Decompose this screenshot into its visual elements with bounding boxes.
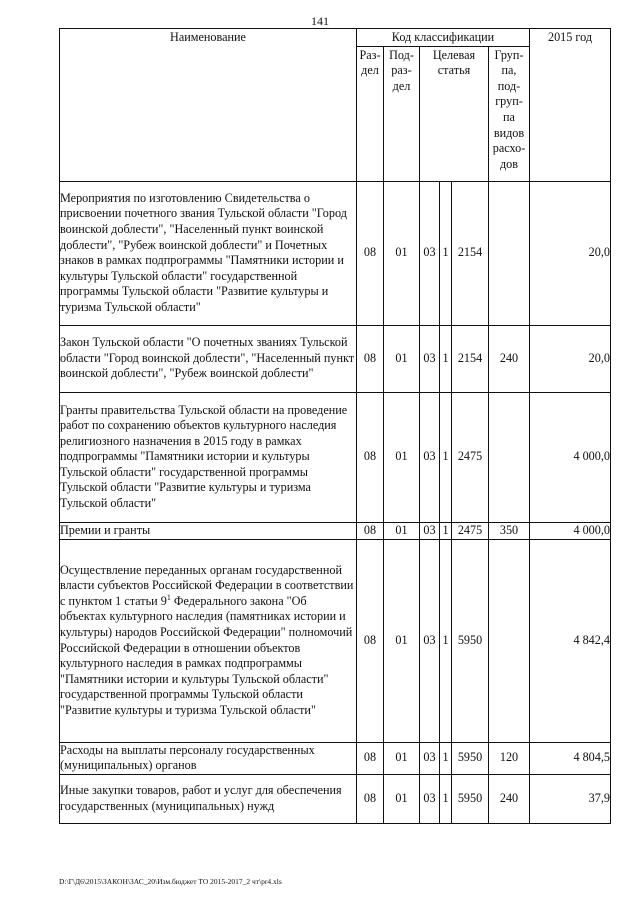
row-target-article-1: 03 (420, 539, 440, 742)
row-target-article-2: 1 (440, 325, 452, 392)
row-target-article-1: 03 (420, 522, 440, 539)
row-target-article-2: 1 (440, 392, 452, 522)
row-subsection: 01 (384, 392, 420, 522)
row-group (489, 539, 530, 742)
row-subsection: 01 (384, 522, 420, 539)
row-target-article-1: 03 (420, 774, 440, 823)
table-body (60, 181, 611, 823)
row-section: 08 (357, 742, 384, 774)
table-row (60, 522, 611, 539)
table-header (60, 29, 611, 182)
header-section-text: Раз- дел (359, 47, 381, 78)
row-target-article-2: 1 (440, 522, 452, 539)
row-group: 350 (489, 522, 530, 539)
row-target-article-2: 1 (440, 539, 452, 742)
row-name-part: Федерального закона "Об объектах культурного наследия (памятниках истории и культуры) народов Российской Федерации" полномочий Российской Федерации в отношении объектов культурного наследия в рамках подпрограммы "Памятники истории и культуры Тульской области" государственной программы Тульской области "Развитие культуры и туризма Тульской области" (60, 593, 353, 717)
row-subsection: 01 (384, 742, 420, 774)
row-subsection: 01 (384, 181, 420, 325)
row-target-article-2: 1 (440, 181, 452, 325)
row-section: 08 (357, 522, 384, 539)
row-section: 08 (357, 774, 384, 823)
row-subsection: 01 (384, 325, 420, 392)
row-target-article-1: 03 (420, 742, 440, 774)
row-target-article-3: 5950 (452, 539, 489, 742)
table-row (60, 774, 611, 823)
header-year: 2015 год (530, 29, 611, 182)
header-name: Наименование (60, 29, 357, 182)
row-section: 08 (357, 181, 384, 325)
header-target-article (420, 46, 489, 181)
row-target-article-3: 2475 (452, 392, 489, 522)
row-name: Закон Тульской области "О почетных званиях Тульской области "Город воинской доблести", "Населенный пункт воинской доблести", "Рубеж воинской доблести" (60, 325, 357, 392)
row-section: 08 (357, 325, 384, 392)
table-row (60, 742, 611, 774)
row-amount: 4 000,0 (530, 522, 611, 539)
row-group: 120 (489, 742, 530, 774)
row-name: Иные закупки товаров, работ и услуг для обеспечения государственных (муниципальных) нужд (60, 774, 357, 823)
page-number: 141 (311, 14, 329, 28)
row-name (60, 539, 357, 742)
row-amount: 20,0 (530, 325, 611, 392)
row-subsection: 01 (384, 539, 420, 742)
row-amount: 4 000,0 (530, 392, 611, 522)
row-amount: 20,0 (530, 181, 611, 325)
row-amount: 4 842,4 (530, 539, 611, 742)
table-row (60, 325, 611, 392)
row-target-article-3: 5950 (452, 774, 489, 823)
row-name-part: Осуществление переданных органам государственной власти субъектов Российской Федерации в соответствии с пунктом 1 статьи 9 (60, 562, 354, 608)
row-name: Гранты правительства Тульской области на проведение работ по сохранению объектов культурного наследия религиозного назначения в 2015 году в рамках подпрограммы "Памятники истории и культуры Тульской области" государственной программы Тульской области "Развитие культуры и туризма Тульской области" (60, 392, 357, 522)
row-target-article-1: 03 (420, 392, 440, 522)
budget-table (59, 28, 611, 824)
file-path-footer: D:\Г\Д6\2015\ЗАКОН\ЗАС_20\Изм.бюджет ТО 2015-2017_2 чт\pr4.xls (59, 877, 282, 886)
row-name: Мероприятия по изготовлению Свидетельства о присвоении почетного звания Тульской области "Город воинской доблести", "Населенный пункт воинской доблести", "Рубеж воинской доблести" и Почетных знаков в рамках подпрограммы "Памятники истории и культуры Тульской области" государственной программы Тульской области "Развитие культуры и туризма Тульской области" (60, 181, 357, 325)
header-target-article-text: Целевая статья (432, 47, 476, 78)
row-group: 240 (489, 774, 530, 823)
row-target-article-2: 1 (440, 742, 452, 774)
row-target-article-3: 2154 (452, 325, 489, 392)
row-section: 08 (357, 392, 384, 522)
row-target-article-1: 03 (420, 325, 440, 392)
table-row (60, 392, 611, 522)
table-row (60, 181, 611, 325)
header-subsection-text: Под- раз- дел (389, 47, 414, 93)
row-amount: 4 804,5 (530, 742, 611, 774)
row-target-article-3: 5950 (452, 742, 489, 774)
header-subsection (384, 46, 420, 181)
header-classification-code: Код классификации (357, 29, 530, 47)
row-group (489, 392, 530, 522)
row-target-article-1: 03 (420, 181, 440, 325)
row-name: Расходы на выплаты персоналу государственных (муниципальных) органов (60, 742, 357, 774)
row-subsection: 01 (384, 774, 420, 823)
header-section (357, 46, 384, 181)
table-row (60, 539, 611, 742)
row-target-article-3: 2475 (452, 522, 489, 539)
row-section: 08 (357, 539, 384, 742)
row-amount: 37,9 (530, 774, 611, 823)
header-group (489, 46, 530, 181)
row-target-article-2: 1 (440, 774, 452, 823)
row-group (489, 181, 530, 325)
header-group-text: Груп- па, под- груп- па видов расхо- дов (492, 47, 526, 171)
row-group: 240 (489, 325, 530, 392)
row-name: Премии и гранты (60, 522, 357, 539)
row-target-article-3: 2154 (452, 181, 489, 325)
row-name-superscript: 1 (166, 592, 171, 602)
